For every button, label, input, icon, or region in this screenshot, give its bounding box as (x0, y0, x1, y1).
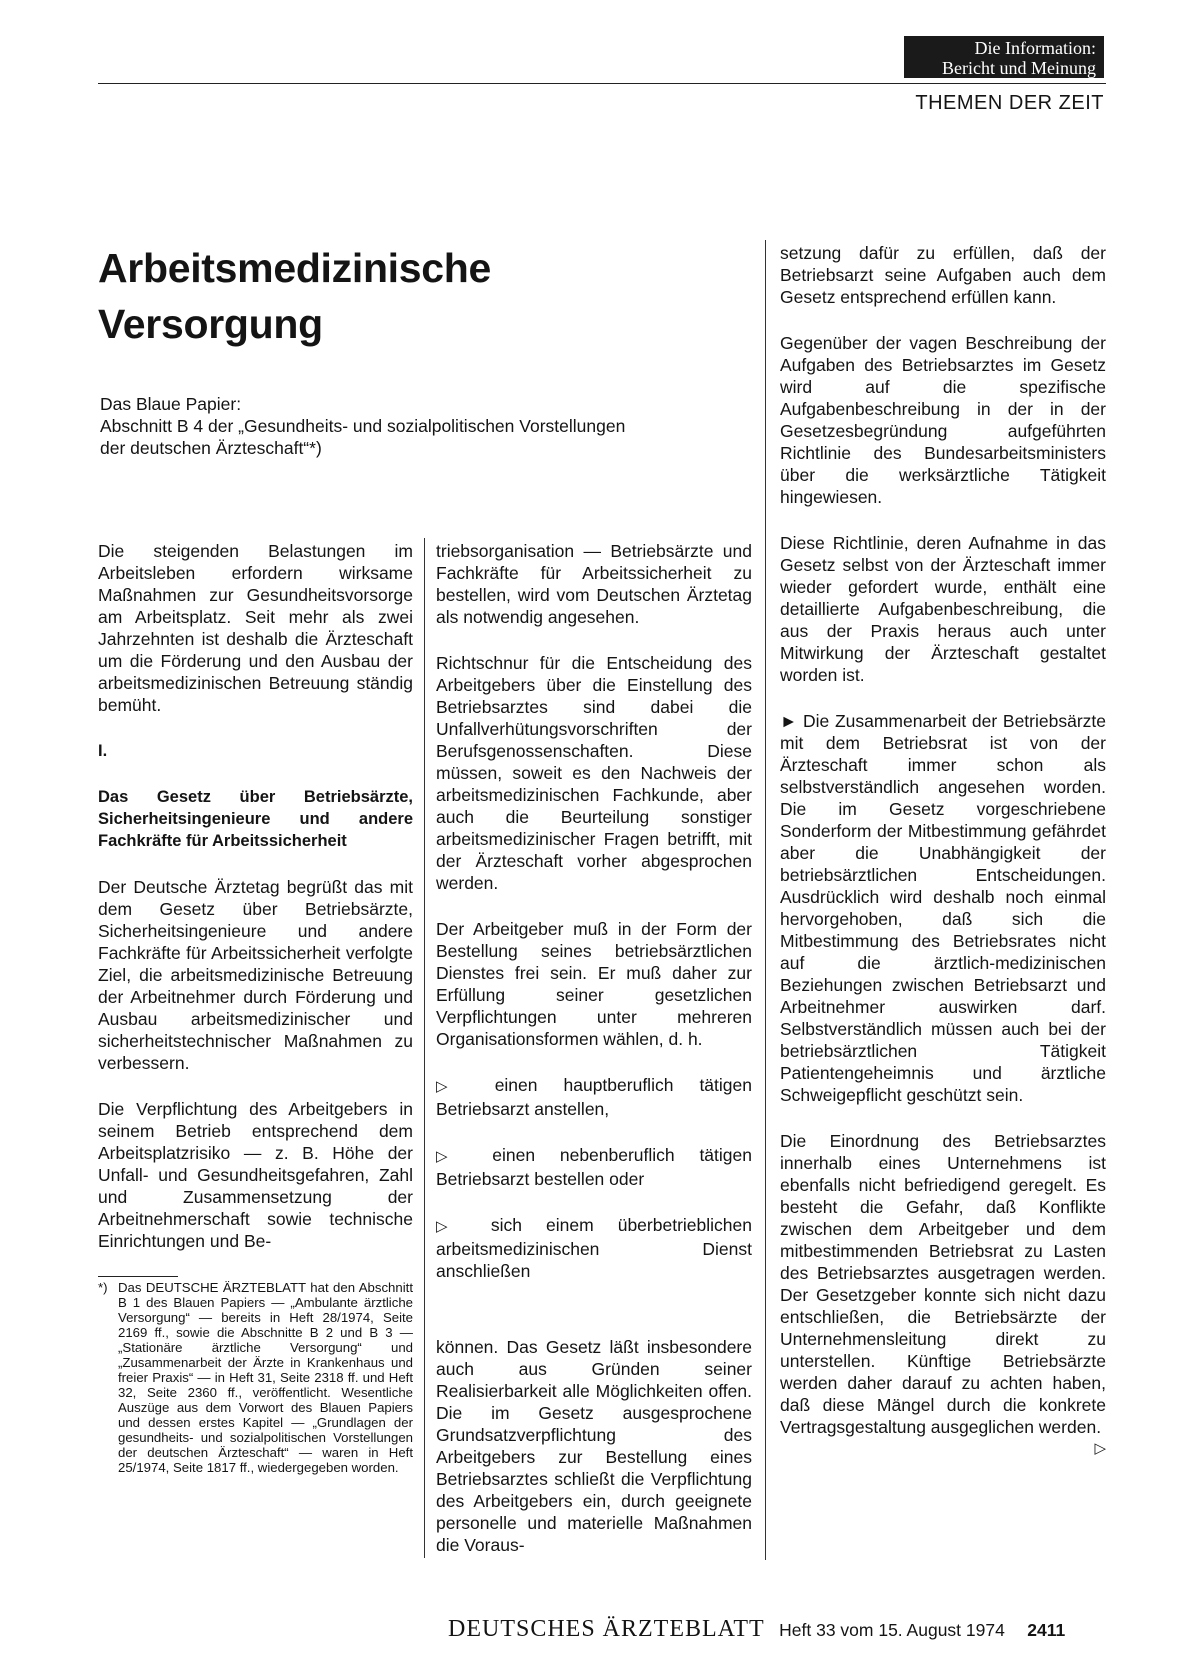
paragraph: Die steigenden Belastungen im Arbeitsleben erfordern wirksame Maßnahmen zur Gesundheitsvorsorge am Arbeitsplatz. Seit mehr als zwei Jahrzehnten ist deshalb die Ärzteschaft um die Förderung und den Ausbau der arbeitsmedizinischen Betreuung ständig bemüht. (98, 541, 413, 715)
article-title (98, 240, 718, 352)
footnote-mark: *) (98, 1280, 108, 1295)
page-number: 2411 (1027, 1620, 1066, 1640)
paragraph-text: Die Zusammenarbeit der Betriebsärzte mit dem Betriebsrat ist von der Ärzteschaft immer schon als selbstverständlich angesehen worden. Die im Gesetz vorgeschriebene Sonderform der Mitbestimmung gefährdet aber die Unabhängigkeit der betriebsärztlichen Entscheidungen. Ausdrücklich wird deshalb noch einmal hervorgehoben, daß sich die Mitbestimmung des Betriebsrates nicht auf die ärztlich-medizinischen Beziehungen zwischen Betriebsarzt und Arbeitnehmer auswirken darf. Selbstverständlich müssen auch bei der betriebsärztlichen Tätigkeit Patientengeheimnis und ärztliche Schweigepflicht geschützt sein. (780, 711, 1106, 1105)
title-line-1: Arbeitsmedizinische (98, 245, 492, 291)
list-item-text: einen hauptberuflich tätigen Betriebsarzt anstellen, (436, 1075, 752, 1119)
paragraph: Der Arbeitgeber muß in der Form der Bestellung seines betriebsärztlichen Dienstes frei sein. Er muß daher zur Erfüllung seiner gesetzlichen Verpflichtungen unter mehreren Organisationsformen wählen, d. h. (436, 919, 752, 1049)
section-number: I. (98, 742, 108, 760)
paragraph (780, 710, 1106, 1106)
section-heading: Das Gesetz über Betriebsärzte, Sicherheitsingenieure und andere Fachkräfte für Arbeitssicherheit (98, 788, 413, 850)
paragraph: Diese Richtlinie, deren Aufnahme in das Gesetz selbst von der Ärzteschaft immer wieder gefordert wurde, enthält eine detaillierte Aufgabenbeschreibung, die aus der Praxis heraus auch unter Mitwirkung der Ärzteschaft gestaltet worden ist. (780, 533, 1106, 685)
footnote (98, 1280, 413, 1475)
paragraph: triebsorganisation — Betriebsärzte und Fachkräfte für Arbeitssicherheit zu bestellen, wird vom Deutschen Ärztetag als notwendig angesehen. (436, 541, 752, 627)
article-intro (100, 393, 740, 459)
column-divider-right (765, 240, 766, 1560)
continue-arrow-icon: ▷ (1094, 1440, 1106, 1457)
intro-line-1: Das Blaue Papier: (100, 394, 242, 414)
footnote-text: Das DEUTSCHE ÄRZTEBLATT hat den Abschnitt B 1 des Blauen Papiers — „Ambulante ärztliche Versorgung“ — bereits in Heft 28/1974, Seite 2169 ff., sowie die Abschnitte B 2 und B 3 — „Stationäre ärztliche Versorgung“ und „Zusammenarbeit der Ärzte in Krankenhaus und freier Praxis“ — in Heft 31, Seite 2318 ff. und Heft 32, Seite 2360 ff., veröffentlicht. Wesentliche Auszüge aus dem Vorwort des Blauen Papiers und dessen erstes Kapitel — „Grundlagen der gesundheits- und sozialpolitischen Vorstellungen der deutschen Ärzteschaft“ — waren in Heft 25/1974, Seite 1817 ff., wiedergegeben worden. (118, 1280, 413, 1475)
list-item-text: einen nebenberuflich tätigen Betriebsarzt bestellen oder (436, 1145, 752, 1189)
list-item (436, 1144, 752, 1190)
paragraph: Gegenüber der vagen Beschreibung der Aufgaben des Betriebsarztes im Gesetz wird auf die spezifische Aufgabenbeschreibung in der in der Gesetzesbegründung aufgeführten Richtlinie des Bundesarbeitsministers über die werksärztliche Tätigkeit hingewiesen. (780, 333, 1106, 507)
column-1 (98, 540, 413, 1252)
badge-line-2: Bericht und Meinung (942, 58, 1096, 78)
intro-line-3: der deutschen Ärzteschaft“*) (100, 438, 322, 458)
bullet-icon: ► (780, 711, 798, 731)
paragraph: Richtschnur für die Entscheidung des Arbeitgebers über die Einstellung des Betriebsarztes sind dabei die Unfallverhütungsvorschriften der Berufsgenossenschaften. Diese müssen, soweit es den Nachweis der arbeitsmedizinischen Fachkunde, aber auch die Beurteilung sonstiger arbeitsmedizinischer Fragen betrifft, mit der Ärzteschaft vorher abgesprochen werden. (436, 653, 752, 893)
section-label: THEMEN DER ZEIT (915, 92, 1104, 114)
paragraph: können. Das Gesetz läßt insbesondere auch aus Gründen seiner Realisierbarkeit alle Möglichkeiten offen. Die im Gesetz ausgesprochene Grundsatzverpflichtung des Arbeitgebers zur Bestellung eines Betriebsarztes schließt die Verpflichtung des Arbeitgebers ein, durch geeignete personelle und materielle Maßnahmen die Voraus- (436, 1337, 752, 1555)
section-badge (904, 36, 1104, 78)
list-item (436, 1074, 752, 1120)
page-footer (448, 1616, 1065, 1643)
badge-line-1: Die Information: (974, 38, 1096, 58)
arrow-icon: ▷ (436, 1078, 469, 1095)
column-2 (436, 540, 752, 1306)
arrow-icon: ▷ (436, 1218, 467, 1235)
issue-info: Heft 33 vom 15. August 1974 (779, 1620, 1005, 1640)
arrow-icon: ▷ (436, 1148, 468, 1165)
title-line-2: Versorgung (98, 301, 323, 347)
paragraph: setzung dafür zu erfüllen, daß der Betriebsarzt seine Aufgaben auch dem Gesetz entsprechend erfüllen kann. (780, 243, 1106, 307)
column-3 (780, 242, 1106, 1462)
journal-name: DEUTSCHES ÄRZTEBLATT (448, 1616, 765, 1642)
paragraph (780, 1130, 1106, 1457)
list-item (436, 1214, 752, 1282)
header-rule (98, 83, 1106, 84)
paragraph: Der Deutsche Ärztetag begrüßt das mit dem Gesetz über Betriebsärzte, Sicherheitsingenieure und andere Fachkräfte für Arbeitssicherheit verfolgte Ziel, die arbeitsmedizinische Betreuung der Arbeitnehmer durch Förderung und Ausbau arbeitsmedizinischer und sicherheitstechnischer Maßnahmen zu verbessern. (98, 877, 413, 1073)
paragraph: Die Verpflichtung des Arbeitgebers in seinem Betrieb entsprechend dem Arbeitsplatzrisiko — z. B. Höhe der Unfall- und Gesundheitsgefahren, Zahl und Zusammensetzung der Arbeitnehmerschaft sowie technische Einrichtungen und Be- (98, 1099, 413, 1251)
list-item-text: sich einem überbetrieblichen arbeitsmedizinischen Dienst anschließen (436, 1215, 752, 1281)
intro-line-2: Abschnitt B 4 der „Gesundheits- und sozialpolitischen Vorstellungen (100, 416, 626, 436)
paragraph-text: Die Einordnung des Betriebsarztes innerhalb eines Unternehmens ist ebenfalls nicht befriedigend geregelt. Es besteht die Gefahr, daß Konflikte zwischen dem Arbeitgeber und dem mitbestimmenden Betriebsrat zu Lasten des Betriebsarztes ausgetragen werden. Der Gesetzgeber konnte sich nicht dazu entschließen, die Betriebsärzte der Unternehmensleitung direkt zu unterstellen. Künftige Betriebsärzte werden daher darauf zu achten haben, daß diese Mängel durch die konkrete Vertragsgestaltung ausgeglichen werden. (780, 1131, 1106, 1437)
column-divider-left (424, 538, 425, 1558)
column-2-continued (436, 1336, 752, 1580)
footnote-rule (98, 1276, 178, 1277)
